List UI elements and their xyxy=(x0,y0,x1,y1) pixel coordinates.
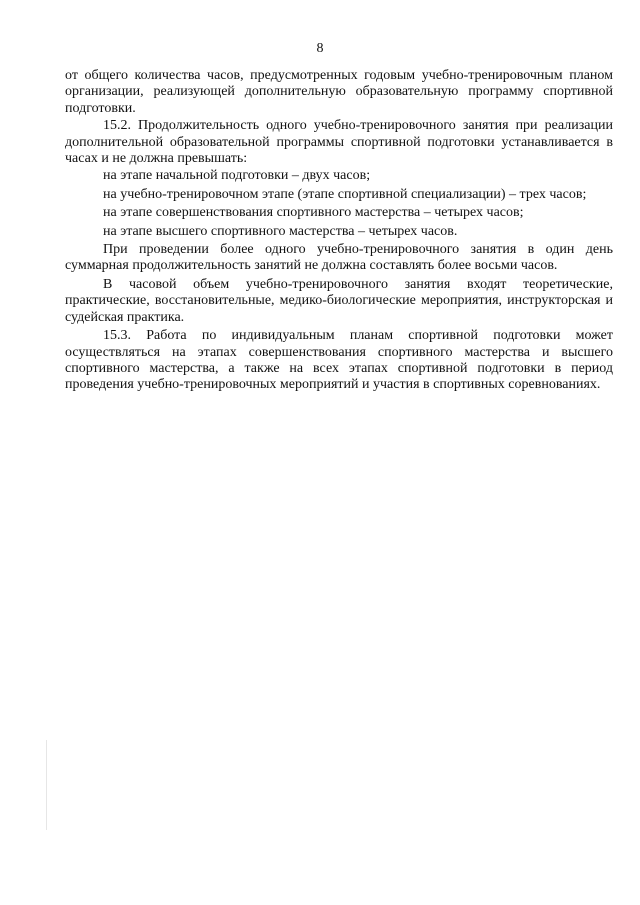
list-item-highest-mastery-stage: на этапе высшего спортивного мастерства – четырех часов. xyxy=(103,223,458,239)
paragraph-multiple-sessions: При проведении более одного учебно-тренировочного занятия в один день суммарная продолжительность занятий не должна составлять более восьми часов. xyxy=(65,242,613,274)
list-item-initial-stage: на этапе начальной подготовки – двух часов; xyxy=(103,168,371,184)
paragraph-continuation: от общего количества часов, предусмотренных годовым учебно-тренировочным планом организации, реализующей дополнительную образовательную программу спортивной подготовки. xyxy=(65,68,613,116)
paragraph-15-3-individual-plans: 15.3. Работа по индивидуальным планам спортивной подготовки может осуществляться на этапах совершенствования спортивного мастерства и высшего спортивного мастерства, а также на всех этапах спортивной подготовки в период проведения учебно-тренировочных мероприятий и участия в спортивных соревнованиях. xyxy=(65,328,613,393)
list-item-improvement-stage: на этапе совершенствования спортивного мастерства – четырех часов; xyxy=(103,205,524,221)
page-number: 8 xyxy=(316,41,324,56)
list-item-training-stage: на учебно-тренировочном этапе (этапе спортивной специализации) – трех часов; xyxy=(103,186,587,202)
paragraph-15-2-duration: 15.2. Продолжительность одного учебно-тренировочного занятия при реализации дополнительной образовательной программы спортивной подготовки устанавливается в часах и не должна превышать: xyxy=(65,118,613,167)
paragraph-session-content: В часовой объем учебно-тренировочного занятия входят теоретические, практические, восстановительные, медико-биологические мероприятия, инструкторская и судейская практика. xyxy=(65,276,613,325)
document-body xyxy=(65,68,613,394)
scan-artifact-line xyxy=(46,740,47,830)
